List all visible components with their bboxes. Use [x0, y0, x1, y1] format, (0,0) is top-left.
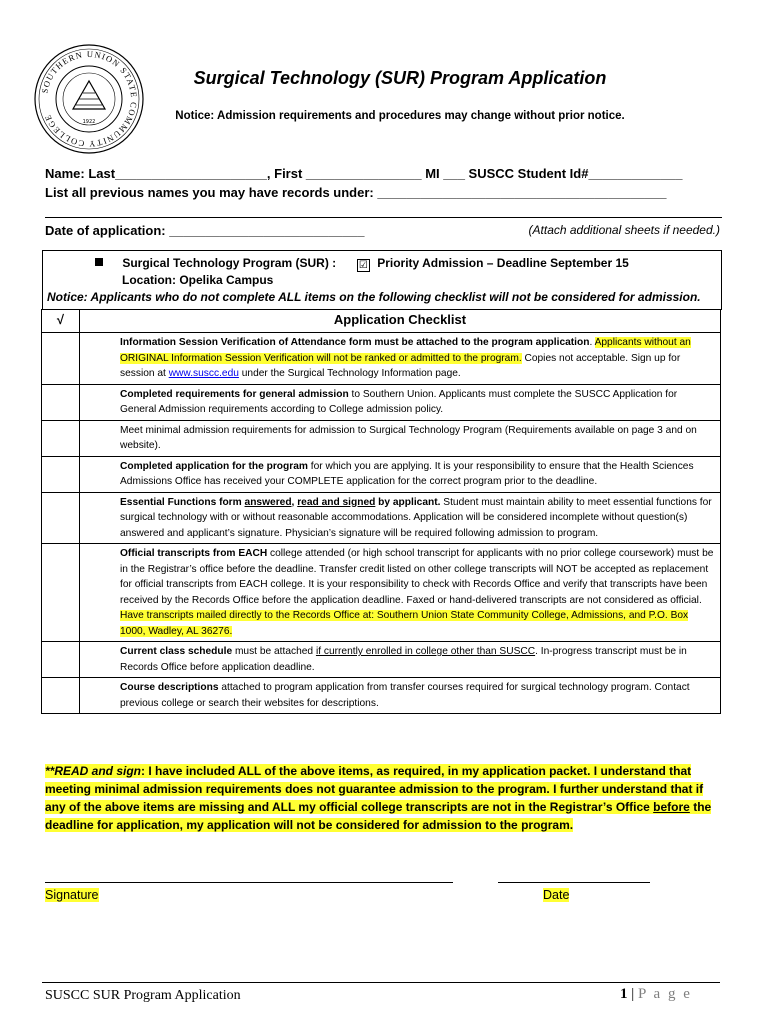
checklist-item-text: Meet minimal admission requirements for admission to Surgical Technology Program (Requirements available on page 3 and on website).: [80, 420, 721, 456]
check-cell[interactable]: [42, 678, 80, 714]
check-cell[interactable]: [42, 420, 80, 456]
date-line[interactable]: [498, 882, 650, 883]
previous-names-extra-line[interactable]: [45, 217, 722, 218]
table-row: [42, 333, 721, 385]
program-label: Surgical Technology Program (SUR) :: [122, 256, 337, 270]
suscc-website-link[interactable]: www.suscc.edu: [168, 368, 239, 379]
checklist-item-text: Official transcripts from EACH college attended (or high school transcript for applicants with no prior college coursework) must be in the Registrar’s office before the deadline. Transfer credit listed on other college transcripts will NOT be accepted as replacement for official transcripts from EACH college. It is your responsibility to check with Records Office and verify that transcripts have been received by the Records Office before the application deadline. Faxed or hand-delivered transcripts are not considered as official. Have transcripts mailed directly to the Records Office at: Southern Union State Community College, Admissions, and P.O. Box 1000, Wadley, AL 36276.: [80, 544, 721, 642]
name-field-line[interactable]: Name: Last_____________________, First ________________ MI ___ SUSCC Student Id#_____________: [45, 166, 683, 181]
check-cell[interactable]: [42, 492, 80, 544]
footer-document-title: SUSCC SUR Program Application: [45, 988, 241, 1003]
highlighted-text: Applicants without an ORIGINAL Information Session Verification will not be ranked or admitted to the program.: [120, 337, 691, 364]
college-seal: [33, 43, 145, 155]
check-cell[interactable]: [42, 642, 80, 678]
signature-line[interactable]: [45, 882, 453, 883]
date-of-application-field[interactable]: Date of application: ___________________________: [45, 223, 365, 238]
checklist-notice: Notice: Applicants who do not complete ALL items on the following checklist will not be considered for admission.: [47, 290, 701, 304]
table-row: [42, 456, 721, 492]
header-notice: Notice: Admission requirements and procedures may change without prior notice.: [175, 110, 625, 122]
checklist-item-text: Completed requirements for general admission to Southern Union. Applicants must complete the SUSCC Application for General Admission requirements according to College admission policy.: [80, 384, 721, 420]
table-row: [42, 384, 721, 420]
page-title: Surgical Technology (SUR) Program Application: [193, 68, 607, 88]
seal-text: SOUTHERN UNION STATE COMMUNITY COLLEGE: [39, 48, 140, 150]
footer-page-number: 1 | P a g e: [620, 986, 692, 1002]
checklist-item-text: Current class schedule must be attached if currently enrolled in college other than SUSCC. In-progress transcript must be in Records Office before application deadline.: [80, 642, 721, 678]
table-row: [42, 420, 721, 456]
table-row: [42, 544, 721, 642]
checklist-item-text: Course descriptions attached to program application from transfer courses required for surgical technology program. Contact previous college or search their websites for descriptions.: [80, 678, 721, 714]
checklist-header-row: [42, 310, 721, 333]
checklist-item-text: Information Session Verification of Attendance form must be attached to the program application. Applicants without an ORIGINAL Information Session Verification will not be ranked or admitted to the program. Copies not acceptable. Sign up for session at www.suscc.edu under the Surgical Technology Information page.: [80, 333, 721, 385]
svg-text:1922: 1922: [82, 119, 96, 125]
application-checklist-table: [41, 309, 721, 714]
check-cell[interactable]: [42, 333, 80, 385]
signature-label: Signature: [45, 888, 99, 902]
table-row: [42, 642, 721, 678]
check-cell[interactable]: [42, 544, 80, 642]
priority-deadline: Priority Admission – Deadline September 15: [377, 256, 629, 270]
checklist-item-text: Essential Functions form answered, read and signed by applicant. Student must maintain ability to meet essential functions for surgical technology with or without reasonable accommodations. Application will be considered incomplete without question(s) answered and applicant’s signature. Physician’s signature will be required following admission to program.: [80, 492, 721, 544]
attach-sheets-note: (Attach additional sheets if needed.): [528, 223, 720, 237]
check-cell[interactable]: [42, 384, 80, 420]
checklist-title-header: Application Checklist: [80, 310, 721, 333]
table-row: [42, 492, 721, 544]
footer-divider: [42, 982, 720, 983]
checklist-item-text: Completed application for the program for which you are applying. It is your responsibility to ensure that the Health Sciences Admissions Office has received your COMPLETE application for the correct program prior to the deadline.: [80, 456, 721, 492]
bullet-square-icon: [95, 258, 103, 266]
program-location: Location: Opelika Campus: [122, 273, 274, 287]
table-row: [42, 678, 721, 714]
read-and-sign-statement: **READ and sign: I have included ALL of the above items, as required, in my application packet. I understand that meeting minimal admission requirements does not guarantee admission to the program. I further understand that if any of the above items are missing and ALL my official college transcripts are not in the Registrar’s Office before the deadline for application, my application will not be considered for admission to the program.: [45, 764, 712, 832]
date-label: Date: [543, 888, 570, 902]
program-selection-row: [95, 256, 629, 272]
check-cell[interactable]: [42, 456, 80, 492]
previous-names-field-line[interactable]: List all previous names you may have records under: ________________________________________: [45, 185, 667, 200]
priority-checkbox[interactable]: ☑: [357, 259, 370, 272]
highlighted-text: Have transcripts mailed directly to the Records Office at: Southern Union State Community College, Admissions, and P.O. Box 1000, Wadley, AL 36276.: [120, 610, 689, 637]
check-column-header: √: [42, 310, 80, 333]
